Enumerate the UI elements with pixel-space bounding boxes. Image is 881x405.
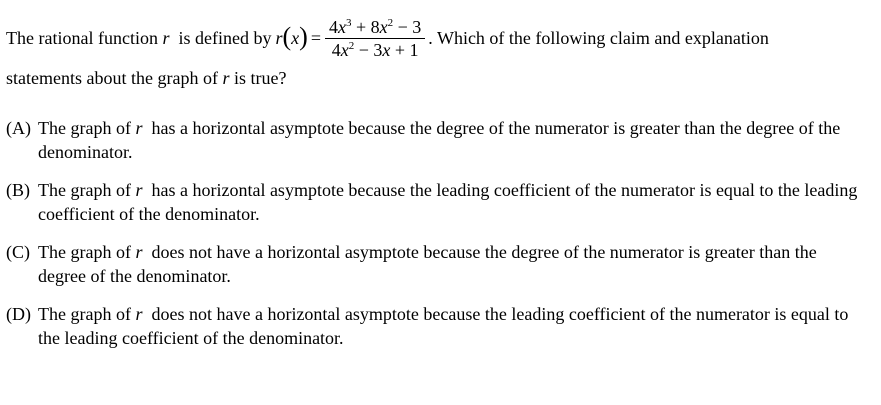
- choice-variable: r: [135, 304, 143, 324]
- denominator-term3: 1: [409, 39, 419, 60]
- choice-body: has a horizontal asymptote because the leading coefficient of the numerator is equal to the leading coefficient of the denominator.: [38, 180, 858, 224]
- numerator-op2: −: [397, 16, 408, 37]
- choice-text: [38, 240, 866, 288]
- choice-variable: r: [135, 242, 143, 262]
- numerator-term1-exp: 3: [345, 16, 352, 29]
- rational-expression: [325, 17, 425, 60]
- choice-letter: (A): [6, 118, 31, 138]
- question-stem: [6, 12, 876, 89]
- choice-body: does not have a horizontal asymptote because the degree of the numerator is greater than the degree of the denominator.: [38, 242, 817, 286]
- numerator-term3: 3: [412, 16, 422, 37]
- open-paren: (: [282, 22, 292, 51]
- numerator-term1-coef: 4: [328, 16, 338, 37]
- choice-c[interactable]: [6, 240, 866, 288]
- answer-choices: [6, 116, 866, 364]
- stem-middle: is defined by: [178, 27, 272, 48]
- choice-letter: (B): [6, 180, 30, 200]
- denominator-term1-exp: 2: [348, 39, 355, 52]
- stem-line2-prefix: statements about the graph of: [6, 68, 218, 88]
- choice-body: has a horizontal asymptote because the degree of the numerator is greater than the degree of the denominator.: [38, 118, 841, 162]
- fraction-bar: [325, 38, 425, 39]
- choice-prefix: The graph of: [38, 242, 131, 262]
- denominator-term2-var: x: [382, 39, 391, 60]
- stem-line2-variable: r: [222, 68, 230, 88]
- choice-variable: r: [135, 118, 143, 138]
- stem-line2-suffix: is true?: [233, 68, 287, 88]
- numerator-term2-var: x: [379, 16, 388, 37]
- choice-letter: (D): [6, 304, 31, 324]
- numerator-term2-coef: 8: [370, 16, 380, 37]
- denominator-op1: −: [358, 39, 369, 60]
- stem-after: . Which of the following claim and explanation: [428, 27, 769, 48]
- numerator: [325, 17, 425, 37]
- choice-a[interactable]: [6, 116, 866, 164]
- choice-text: [38, 116, 866, 164]
- denominator-term1-var: x: [340, 39, 349, 60]
- function-definition: [275, 17, 428, 60]
- denominator-term2-coef: 3: [373, 39, 383, 60]
- stem-line-2: [6, 68, 876, 89]
- stem-prefix: The rational function: [6, 27, 158, 48]
- stem-line-1: [6, 12, 876, 64]
- numerator-op1: +: [355, 16, 367, 37]
- choice-text: [38, 178, 866, 226]
- numerator-term1-var: x: [337, 16, 346, 37]
- function-argument: x: [291, 27, 300, 48]
- choice-d[interactable]: [6, 302, 866, 350]
- denominator-term1-coef: 4: [331, 39, 341, 60]
- function-name: r: [275, 27, 283, 48]
- choice-variable: r: [135, 180, 143, 200]
- choice-text: [38, 302, 866, 350]
- choice-prefix: The graph of: [38, 118, 131, 138]
- choice-body: does not have a horizontal asymptote because the leading coefficient of the numerator is equal to the leading coefficient of the denominator.: [38, 304, 849, 348]
- close-paren: ): [299, 22, 308, 51]
- numerator-term2-exp: 2: [387, 16, 394, 29]
- choice-b[interactable]: [6, 178, 866, 226]
- denominator: [328, 40, 423, 60]
- choice-prefix: The graph of: [38, 180, 131, 200]
- choice-letter: (C): [6, 242, 30, 262]
- choice-prefix: The graph of: [38, 304, 131, 324]
- denominator-op2: +: [394, 39, 406, 60]
- equals-sign: =: [310, 27, 321, 48]
- stem-variable: r: [162, 27, 170, 48]
